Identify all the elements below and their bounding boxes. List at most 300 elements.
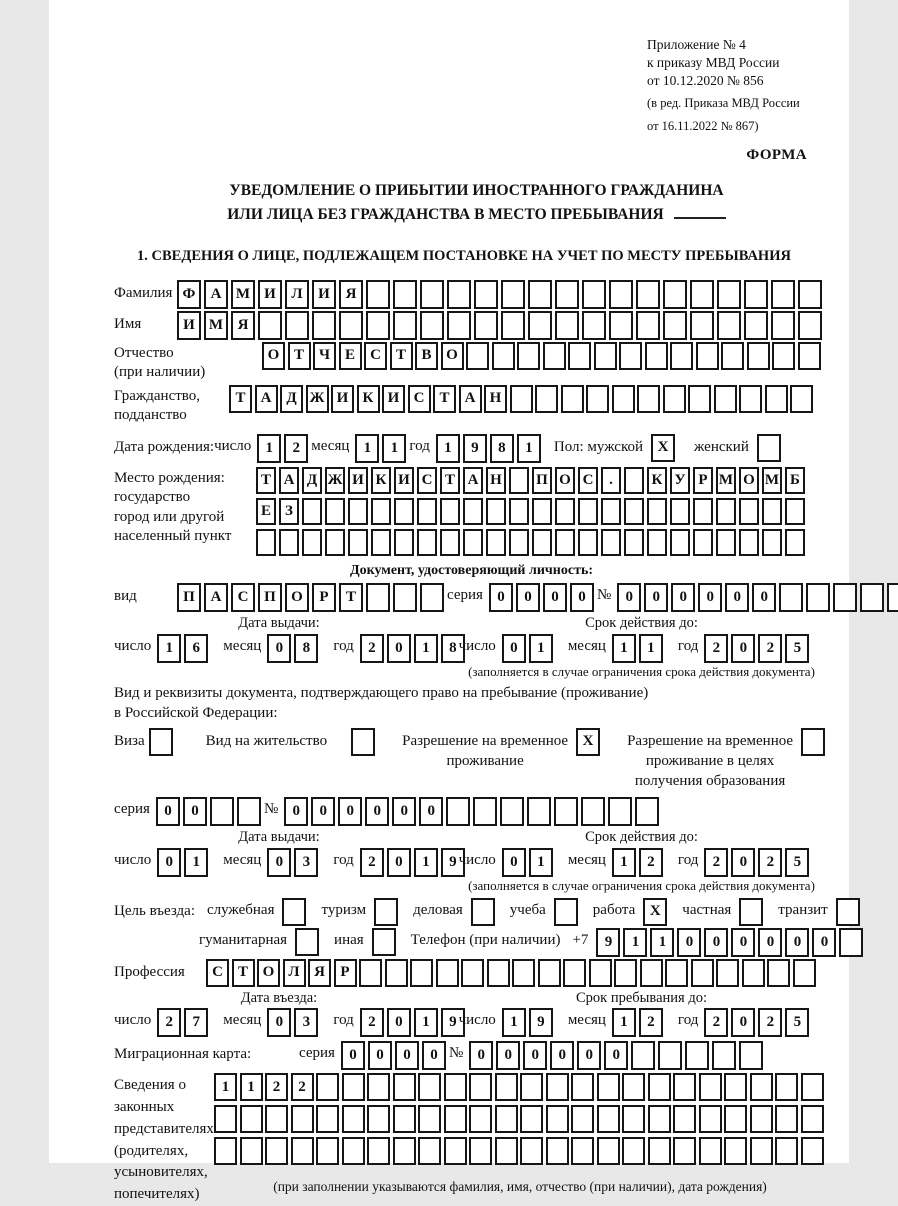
- char-cell[interactable]: 0: [392, 797, 416, 826]
- char-cell[interactable]: [785, 529, 805, 556]
- char-cell[interactable]: [696, 342, 719, 370]
- char-cell[interactable]: [597, 1105, 620, 1133]
- char-cell[interactable]: [571, 1105, 594, 1133]
- char-cell[interactable]: [291, 1105, 314, 1133]
- char-cell[interactable]: [631, 1041, 655, 1070]
- char-cell[interactable]: [444, 1105, 467, 1133]
- sex-female-checkbox[interactable]: [757, 434, 781, 462]
- char-cell[interactable]: 1: [612, 634, 636, 663]
- char-cell[interactable]: В: [415, 342, 438, 370]
- char-cell[interactable]: [724, 1105, 747, 1133]
- char-cell[interactable]: [785, 498, 805, 525]
- char-cell[interactable]: [393, 1073, 416, 1101]
- char-cell[interactable]: [520, 1073, 543, 1101]
- char-cell[interactable]: А: [459, 385, 482, 413]
- char-cell[interactable]: [670, 498, 690, 525]
- char-cell[interactable]: [258, 311, 282, 340]
- char-cell[interactable]: [609, 280, 633, 309]
- char-cell[interactable]: 0: [617, 583, 641, 612]
- char-cell[interactable]: 0: [752, 583, 776, 612]
- char-cell[interactable]: [528, 280, 552, 309]
- char-cell[interactable]: [645, 342, 668, 370]
- char-cell[interactable]: 0: [671, 583, 695, 612]
- char-cell[interactable]: [394, 529, 414, 556]
- char-cell[interactable]: 0: [731, 848, 755, 877]
- char-cell[interactable]: 0: [577, 1041, 601, 1070]
- char-cell[interactable]: 0: [387, 848, 411, 877]
- char-cell[interactable]: [520, 1105, 543, 1133]
- char-cell[interactable]: К: [371, 467, 391, 494]
- char-cell[interactable]: [393, 311, 417, 340]
- char-cell[interactable]: [410, 959, 433, 987]
- char-cell[interactable]: [772, 342, 795, 370]
- char-cell[interactable]: Д: [302, 467, 322, 494]
- char-cell[interactable]: С: [206, 959, 229, 987]
- char-cell[interactable]: [469, 1105, 492, 1133]
- char-cell[interactable]: [578, 529, 598, 556]
- char-cell[interactable]: [474, 311, 498, 340]
- char-cell[interactable]: [739, 1041, 763, 1070]
- char-cell[interactable]: [444, 1137, 467, 1165]
- char-cell[interactable]: 2: [639, 848, 663, 877]
- char-cell[interactable]: [510, 385, 533, 413]
- char-cell[interactable]: 1: [157, 634, 181, 663]
- char-cell[interactable]: И: [394, 467, 414, 494]
- char-cell[interactable]: О: [739, 467, 759, 494]
- char-cell[interactable]: П: [532, 467, 552, 494]
- char-cell[interactable]: [532, 529, 552, 556]
- char-cell[interactable]: Т: [229, 385, 252, 413]
- char-cell[interactable]: [716, 529, 736, 556]
- char-cell[interactable]: [501, 280, 525, 309]
- char-cell[interactable]: [658, 1041, 682, 1070]
- purpose-transit-checkbox[interactable]: [836, 898, 860, 926]
- char-cell[interactable]: [418, 1073, 441, 1101]
- char-cell[interactable]: [765, 385, 788, 413]
- char-cell[interactable]: И: [331, 385, 354, 413]
- char-cell[interactable]: 0: [387, 1008, 411, 1037]
- char-cell[interactable]: 1: [502, 1008, 526, 1037]
- char-cell[interactable]: [509, 529, 529, 556]
- char-cell[interactable]: [543, 342, 566, 370]
- char-cell[interactable]: [463, 498, 483, 525]
- char-cell[interactable]: Ж: [325, 467, 345, 494]
- char-cell[interactable]: [316, 1073, 339, 1101]
- char-cell[interactable]: [561, 385, 584, 413]
- char-cell[interactable]: [312, 311, 336, 340]
- char-cell[interactable]: [367, 1105, 390, 1133]
- char-cell[interactable]: 0: [677, 928, 701, 957]
- char-cell[interactable]: [555, 311, 579, 340]
- char-cell[interactable]: [663, 311, 687, 340]
- purpose-study-checkbox[interactable]: [554, 898, 578, 926]
- char-cell[interactable]: З: [279, 498, 299, 525]
- char-cell[interactable]: [535, 385, 558, 413]
- char-cell[interactable]: [648, 1137, 671, 1165]
- char-cell[interactable]: [546, 1137, 569, 1165]
- char-cell[interactable]: К: [647, 467, 667, 494]
- char-cell[interactable]: [492, 342, 515, 370]
- char-cell[interactable]: 0: [502, 848, 526, 877]
- char-cell[interactable]: [685, 1041, 709, 1070]
- char-cell[interactable]: [612, 385, 635, 413]
- char-cell[interactable]: 1: [257, 434, 281, 463]
- char-cell[interactable]: Р: [334, 959, 357, 987]
- char-cell[interactable]: [724, 1137, 747, 1165]
- char-cell[interactable]: 0: [267, 634, 291, 663]
- char-cell[interactable]: [342, 1105, 365, 1133]
- char-cell[interactable]: [712, 1041, 736, 1070]
- char-cell[interactable]: 2: [758, 634, 782, 663]
- char-cell[interactable]: 0: [284, 797, 308, 826]
- char-cell[interactable]: [463, 529, 483, 556]
- char-cell[interactable]: [801, 1073, 824, 1101]
- char-cell[interactable]: [555, 498, 575, 525]
- char-cell[interactable]: [394, 498, 414, 525]
- visa-checkbox[interactable]: [149, 728, 173, 756]
- char-cell[interactable]: [793, 959, 816, 987]
- char-cell[interactable]: [673, 1105, 696, 1133]
- char-cell[interactable]: [512, 959, 535, 987]
- char-cell[interactable]: [798, 342, 821, 370]
- char-cell[interactable]: Я: [339, 280, 363, 309]
- char-cell[interactable]: Т: [433, 385, 456, 413]
- char-cell[interactable]: [563, 959, 586, 987]
- char-cell[interactable]: [555, 280, 579, 309]
- char-cell[interactable]: И: [382, 385, 405, 413]
- char-cell[interactable]: 1: [529, 634, 553, 663]
- char-cell[interactable]: 0: [644, 583, 668, 612]
- char-cell[interactable]: [690, 280, 714, 309]
- char-cell[interactable]: [640, 959, 663, 987]
- char-cell[interactable]: 5: [785, 634, 809, 663]
- char-cell[interactable]: [619, 342, 642, 370]
- char-cell[interactable]: [798, 311, 822, 340]
- char-cell[interactable]: 9: [596, 928, 620, 957]
- char-cell[interactable]: 1: [214, 1073, 237, 1101]
- char-cell[interactable]: [554, 797, 578, 826]
- char-cell[interactable]: [316, 1105, 339, 1133]
- char-cell[interactable]: 0: [338, 797, 362, 826]
- char-cell[interactable]: [690, 311, 714, 340]
- char-cell[interactable]: [367, 1137, 390, 1165]
- char-cell[interactable]: 8: [441, 634, 465, 663]
- char-cell[interactable]: 0: [550, 1041, 574, 1070]
- char-cell[interactable]: 3: [294, 848, 318, 877]
- char-cell[interactable]: [500, 797, 524, 826]
- char-cell[interactable]: [265, 1105, 288, 1133]
- char-cell[interactable]: [240, 1105, 263, 1133]
- char-cell[interactable]: [624, 498, 644, 525]
- char-cell[interactable]: [393, 1137, 416, 1165]
- char-cell[interactable]: [636, 280, 660, 309]
- char-cell[interactable]: П: [177, 583, 201, 612]
- purpose-humanitarian-checkbox[interactable]: [295, 928, 319, 956]
- char-cell[interactable]: [371, 529, 391, 556]
- char-cell[interactable]: С: [578, 467, 598, 494]
- char-cell[interactable]: 1: [414, 848, 438, 877]
- char-cell[interactable]: [699, 1137, 722, 1165]
- char-cell[interactable]: У: [670, 467, 690, 494]
- char-cell[interactable]: [693, 529, 713, 556]
- char-cell[interactable]: 3: [294, 1008, 318, 1037]
- char-cell[interactable]: [648, 1073, 671, 1101]
- purpose-other-checkbox[interactable]: [372, 928, 396, 956]
- char-cell[interactable]: [527, 797, 551, 826]
- char-cell[interactable]: 0: [502, 634, 526, 663]
- char-cell[interactable]: [359, 959, 382, 987]
- char-cell[interactable]: [744, 280, 768, 309]
- char-cell[interactable]: С: [408, 385, 431, 413]
- char-cell[interactable]: 9: [441, 848, 465, 877]
- char-cell[interactable]: 0: [341, 1041, 365, 1070]
- char-cell[interactable]: 9: [441, 1008, 465, 1037]
- char-cell[interactable]: [436, 959, 459, 987]
- char-cell[interactable]: [466, 342, 489, 370]
- char-cell[interactable]: [444, 1073, 467, 1101]
- char-cell[interactable]: [775, 1073, 798, 1101]
- char-cell[interactable]: А: [255, 385, 278, 413]
- char-cell[interactable]: [339, 311, 363, 340]
- char-cell[interactable]: [608, 797, 632, 826]
- char-cell[interactable]: [469, 1073, 492, 1101]
- char-cell[interactable]: [750, 1105, 773, 1133]
- char-cell[interactable]: [717, 311, 741, 340]
- char-cell[interactable]: [568, 342, 591, 370]
- char-cell[interactable]: [495, 1073, 518, 1101]
- char-cell[interactable]: [214, 1137, 237, 1165]
- char-cell[interactable]: [325, 529, 345, 556]
- char-cell[interactable]: [699, 1073, 722, 1101]
- char-cell[interactable]: С: [364, 342, 387, 370]
- char-cell[interactable]: 2: [758, 1008, 782, 1037]
- char-cell[interactable]: 0: [731, 1008, 755, 1037]
- char-cell[interactable]: [688, 385, 711, 413]
- char-cell[interactable]: [716, 959, 739, 987]
- char-cell[interactable]: 1: [240, 1073, 263, 1101]
- char-cell[interactable]: [771, 311, 795, 340]
- char-cell[interactable]: Е: [256, 498, 276, 525]
- char-cell[interactable]: [860, 583, 884, 612]
- char-cell[interactable]: [597, 1073, 620, 1101]
- char-cell[interactable]: [473, 797, 497, 826]
- char-cell[interactable]: 0: [365, 797, 389, 826]
- char-cell[interactable]: 0: [704, 928, 728, 957]
- char-cell[interactable]: 1: [414, 634, 438, 663]
- char-cell[interactable]: 1: [414, 1008, 438, 1037]
- char-cell[interactable]: [520, 1137, 543, 1165]
- char-cell[interactable]: [517, 342, 540, 370]
- char-cell[interactable]: [418, 1137, 441, 1165]
- char-cell[interactable]: 2: [265, 1073, 288, 1101]
- char-cell[interactable]: [302, 529, 322, 556]
- char-cell[interactable]: [744, 311, 768, 340]
- char-cell[interactable]: [721, 342, 744, 370]
- char-cell[interactable]: Е: [339, 342, 362, 370]
- char-cell[interactable]: [622, 1073, 645, 1101]
- char-cell[interactable]: 1: [639, 634, 663, 663]
- char-cell[interactable]: [461, 959, 484, 987]
- char-cell[interactable]: [670, 529, 690, 556]
- char-cell[interactable]: 1: [355, 434, 379, 463]
- char-cell[interactable]: И: [348, 467, 368, 494]
- char-cell[interactable]: 2: [704, 634, 728, 663]
- char-cell[interactable]: [790, 385, 813, 413]
- char-cell[interactable]: 0: [516, 583, 540, 612]
- temp-residence-checkbox[interactable]: X: [576, 728, 600, 756]
- char-cell[interactable]: 0: [489, 583, 513, 612]
- char-cell[interactable]: [393, 280, 417, 309]
- char-cell[interactable]: [739, 385, 762, 413]
- char-cell[interactable]: [420, 280, 444, 309]
- char-cell[interactable]: 1: [612, 848, 636, 877]
- char-cell[interactable]: [486, 529, 506, 556]
- char-cell[interactable]: М: [762, 467, 782, 494]
- sex-male-checkbox[interactable]: X: [651, 434, 675, 462]
- char-cell[interactable]: А: [204, 583, 228, 612]
- char-cell[interactable]: 0: [731, 634, 755, 663]
- char-cell[interactable]: 2: [360, 1008, 384, 1037]
- char-cell[interactable]: [366, 311, 390, 340]
- char-cell[interactable]: [806, 583, 830, 612]
- char-cell[interactable]: [665, 959, 688, 987]
- char-cell[interactable]: [325, 498, 345, 525]
- char-cell[interactable]: 0: [731, 928, 755, 957]
- char-cell[interactable]: [420, 583, 444, 612]
- char-cell[interactable]: [240, 1137, 263, 1165]
- char-cell[interactable]: 7: [184, 1008, 208, 1037]
- char-cell[interactable]: [586, 385, 609, 413]
- char-cell[interactable]: 2: [704, 1008, 728, 1037]
- char-cell[interactable]: [291, 1137, 314, 1165]
- char-cell[interactable]: [597, 1137, 620, 1165]
- char-cell[interactable]: [717, 280, 741, 309]
- char-cell[interactable]: [578, 498, 598, 525]
- char-cell[interactable]: 1: [382, 434, 406, 463]
- char-cell[interactable]: 2: [704, 848, 728, 877]
- char-cell[interactable]: 0: [698, 583, 722, 612]
- char-cell[interactable]: [210, 797, 234, 826]
- char-cell[interactable]: 0: [523, 1041, 547, 1070]
- char-cell[interactable]: Я: [308, 959, 331, 987]
- char-cell[interactable]: [750, 1073, 773, 1101]
- char-cell[interactable]: [647, 529, 667, 556]
- char-cell[interactable]: С: [231, 583, 255, 612]
- char-cell[interactable]: 0: [785, 928, 809, 957]
- char-cell[interactable]: [637, 385, 660, 413]
- char-cell[interactable]: [581, 797, 605, 826]
- char-cell[interactable]: 0: [368, 1041, 392, 1070]
- char-cell[interactable]: [609, 311, 633, 340]
- char-cell[interactable]: 9: [529, 1008, 553, 1037]
- char-cell[interactable]: [594, 342, 617, 370]
- char-cell[interactable]: 2: [758, 848, 782, 877]
- char-cell[interactable]: [622, 1137, 645, 1165]
- char-cell[interactable]: [582, 311, 606, 340]
- char-cell[interactable]: 2: [284, 434, 308, 463]
- char-cell[interactable]: 2: [360, 634, 384, 663]
- char-cell[interactable]: Т: [288, 342, 311, 370]
- char-cell[interactable]: [699, 1105, 722, 1133]
- char-cell[interactable]: [839, 928, 863, 957]
- char-cell[interactable]: [487, 959, 510, 987]
- char-cell[interactable]: О: [285, 583, 309, 612]
- char-cell[interactable]: [366, 280, 390, 309]
- char-cell[interactable]: А: [463, 467, 483, 494]
- char-cell[interactable]: [647, 498, 667, 525]
- char-cell[interactable]: [342, 1073, 365, 1101]
- char-cell[interactable]: Т: [232, 959, 255, 987]
- char-cell[interactable]: Д: [280, 385, 303, 413]
- char-cell[interactable]: [739, 498, 759, 525]
- char-cell[interactable]: Т: [256, 467, 276, 494]
- char-cell[interactable]: 0: [267, 1008, 291, 1037]
- char-cell[interactable]: О: [257, 959, 280, 987]
- char-cell[interactable]: 0: [387, 634, 411, 663]
- char-cell[interactable]: [833, 583, 857, 612]
- char-cell[interactable]: Р: [693, 467, 713, 494]
- char-cell[interactable]: 0: [543, 583, 567, 612]
- char-cell[interactable]: [801, 1105, 824, 1133]
- char-cell[interactable]: [495, 1137, 518, 1165]
- char-cell[interactable]: [663, 280, 687, 309]
- char-cell[interactable]: 0: [496, 1041, 520, 1070]
- char-cell[interactable]: [509, 498, 529, 525]
- char-cell[interactable]: [538, 959, 561, 987]
- char-cell[interactable]: [582, 280, 606, 309]
- char-cell[interactable]: [693, 498, 713, 525]
- char-cell[interactable]: 0: [157, 848, 181, 877]
- char-cell[interactable]: [571, 1073, 594, 1101]
- char-cell[interactable]: [555, 529, 575, 556]
- char-cell[interactable]: 1: [436, 434, 460, 463]
- purpose-official-checkbox[interactable]: [282, 898, 306, 926]
- char-cell[interactable]: 0: [570, 583, 594, 612]
- char-cell[interactable]: [348, 529, 368, 556]
- char-cell[interactable]: 0: [725, 583, 749, 612]
- char-cell[interactable]: Ф: [177, 280, 201, 309]
- char-cell[interactable]: [501, 311, 525, 340]
- char-cell[interactable]: Я: [231, 311, 255, 340]
- char-cell[interactable]: [474, 280, 498, 309]
- char-cell[interactable]: 2: [639, 1008, 663, 1037]
- purpose-business-checkbox[interactable]: [471, 898, 495, 926]
- char-cell[interactable]: [495, 1105, 518, 1133]
- purpose-work-checkbox[interactable]: X: [643, 898, 667, 926]
- char-cell[interactable]: [546, 1073, 569, 1101]
- char-cell[interactable]: [691, 959, 714, 987]
- char-cell[interactable]: [371, 498, 391, 525]
- char-cell[interactable]: [775, 1105, 798, 1133]
- char-cell[interactable]: [739, 529, 759, 556]
- residence-permit-checkbox[interactable]: [351, 728, 375, 756]
- char-cell[interactable]: [614, 959, 637, 987]
- char-cell[interactable]: Л: [285, 280, 309, 309]
- char-cell[interactable]: О: [441, 342, 464, 370]
- char-cell[interactable]: 1: [623, 928, 647, 957]
- char-cell[interactable]: [636, 311, 660, 340]
- char-cell[interactable]: [237, 797, 261, 826]
- char-cell[interactable]: [673, 1137, 696, 1165]
- char-cell[interactable]: [750, 1137, 773, 1165]
- char-cell[interactable]: Б: [785, 467, 805, 494]
- char-cell[interactable]: [648, 1105, 671, 1133]
- char-cell[interactable]: 8: [294, 634, 318, 663]
- char-cell[interactable]: Н: [484, 385, 507, 413]
- char-cell[interactable]: 2: [157, 1008, 181, 1037]
- char-cell[interactable]: [762, 529, 782, 556]
- char-cell[interactable]: [348, 498, 368, 525]
